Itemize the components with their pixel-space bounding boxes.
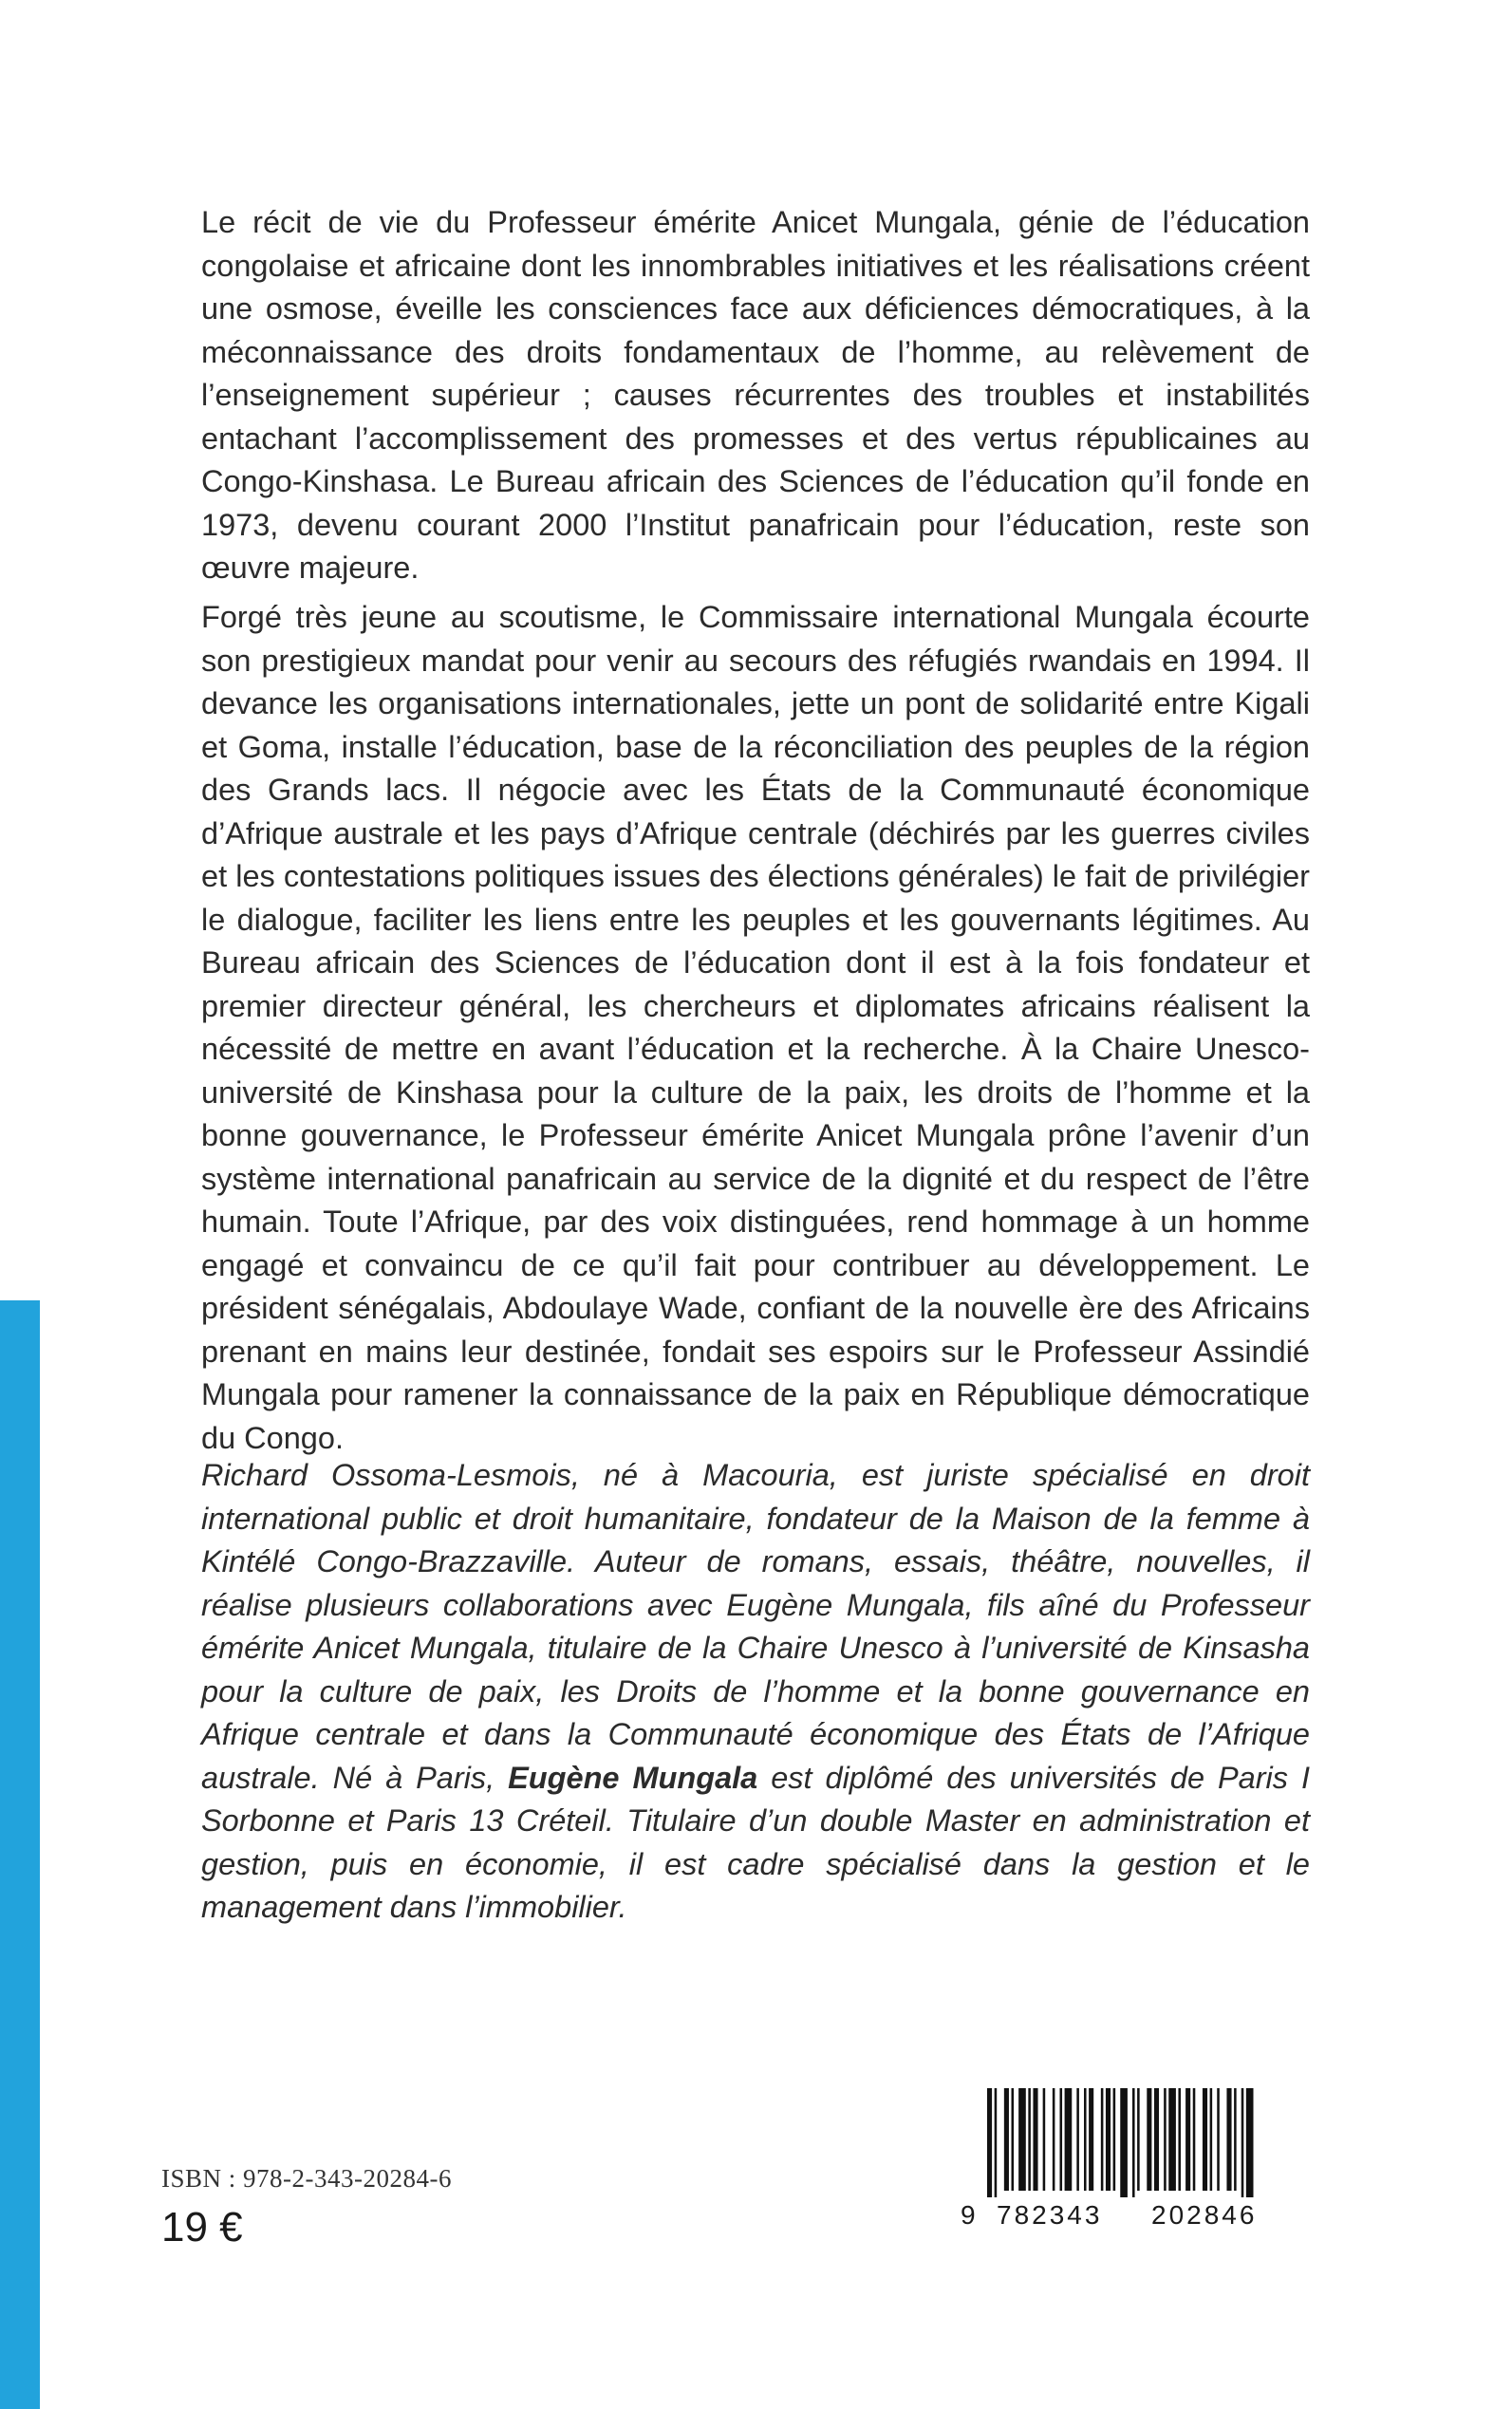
barcode-bar	[1120, 2088, 1128, 2197]
barcode-bar	[987, 2088, 992, 2197]
barcode-bar	[1185, 2088, 1190, 2191]
barcode-bar	[1004, 2088, 1009, 2191]
barcode-bar	[1246, 2088, 1254, 2197]
author-name-richard: Richard Ossoma-Lesmois,	[201, 1458, 580, 1492]
blurb-paragraph-2	[201, 596, 1310, 1460]
blurb-paragraph-1-text: Le récit de vie du Professeur émérite Anicet Mungala, génie de l’éducation congolaise et africaine dont les innombrables initiatives et les réalisations créent une osmose, éveille les consciences face aux déficiences démocratiques, à la méconnaissance des droits fondamentaux de l’homme, au relèvement de l’enseignement supérieur ; causes récurrentes des troubles et instabilités entachant l’accomplissement des promesses et des vertus républicaines au Congo-Kinshasa. Le Bureau africain des Sciences de l’éducation qu’il fonde en 1973, devenu courant 2000 l’Institut panafricain pour l’éducation, reste son œuvre majeure.	[201, 205, 1310, 585]
barcode-bar	[1018, 2088, 1026, 2191]
barcode-bar	[1012, 2088, 1015, 2191]
barcode-bar	[1043, 2088, 1046, 2191]
barcode-bar	[1084, 2088, 1087, 2191]
barcode-bar	[1241, 2088, 1244, 2197]
barcode-bar	[1089, 2088, 1093, 2191]
barcode-bar	[1101, 2088, 1104, 2191]
barcode-bar	[1154, 2088, 1159, 2191]
price: 19 €	[161, 2204, 243, 2250]
barcode-bar	[1234, 2088, 1237, 2191]
barcode-bar	[1076, 2088, 1079, 2191]
barcode-bar	[1028, 2088, 1031, 2191]
barcode-bar	[1193, 2088, 1196, 2191]
barcode-digits-right: 202846	[1151, 2200, 1258, 2230]
author-bio-part-2: est diplômé des universités de Paris I Sorbonne et Paris 13 Créteil. Titulaire d’un double Master en administration et gestion, puis en économie, il est cadre spécialisé dans la gestion et le management dans l’immobilier.	[201, 1760, 1310, 1924]
barcode-bar	[1203, 2088, 1207, 2191]
author-bio-part-1: né à Macouria, est juriste spécialisé en droit international public et droit humanitaire, fondateur de la Maison de la femme à Kintélé Congo-Brazzaville. Auteur de romans, essais, théâtre, nouvelles, il réalise plusieurs collaborations avec Eugène Mungala, fils aîné du Professeur émérite Anicet Mungala, titulaire de la Chaire Unesco à l’université de Kinsasha pour la culture de paix, les Droits de l’homme et la bonne gouvernance en Afrique centrale et dans la Communauté économique des États de l’Afrique australe. Né à Paris,	[201, 1458, 1310, 1795]
barcode-bar	[1113, 2088, 1116, 2191]
blurb-paragraph-1	[201, 201, 1310, 590]
barcode-bar	[1053, 2088, 1055, 2191]
barcode-bar	[1060, 2088, 1063, 2191]
blurb-paragraph-2-text: Forgé très jeune au scoutisme, le Commissaire international Mungala écourte son prestigieux mandat pour venir au secours des réfugiés rwandais en 1994. Il devance les organisations internationales, jette un pont de solidarité entre Kigali et Goma, installe l’éducation, base de la réconciliation des peuples de la région des Grands lacs. Il négocie avec les États de la Communauté économique d’Afrique australe et les pays d’Afrique centrale (déchirés par les guerres civiles et les contestations politiques issues des élections générales) le fait de privilégier le dialogue, faciliter les liens entre les peuples et les gouvernants légitimes. Au Bureau africain des Sciences de l’éducation dont il est à la fois fondateur et premier directeur général, les chercheurs et diplomates africains réalisent la nécessité de mettre en avant l’éducation et la recherche. À la Chaire Unesco-université de Kinshasa pour la culture de la paix, les droits de l’homme et la bonne gouvernance, le Professeur émérite Anicet Mungala prône l’avenir d’un système international panafricain au service de la dignité et du respect de l’être humain. Toute l’Afrique, par des voix distinguées, rend hommage à un homme engagé et convaincu de ce qu’il fait pour contribuer au développement. Le président sénégalais, Abdoulaye Wade, confiant de la nouvelle ère des Africains prenant en mains leur destinée, fondait ses espoirs sur le Professeur Assindié Mungala pour ramener la connaissance de la paix en République démocratique du Congo.	[201, 600, 1310, 1455]
barcode-bar	[995, 2088, 998, 2197]
cover-accent-band	[0, 1300, 40, 2409]
barcode-bars	[959, 2088, 1319, 2197]
isbn: ISBN : 978-2-343-20284-6	[161, 2164, 452, 2193]
barcode-bar	[1065, 2088, 1073, 2191]
author-biography-text	[201, 1454, 1310, 1930]
author-biography	[201, 1454, 1310, 1930]
barcode-digit-first: 9	[961, 2200, 979, 2230]
barcode-bar	[1132, 2088, 1135, 2197]
barcode-bar	[1164, 2088, 1167, 2191]
barcode-bar	[1217, 2088, 1220, 2191]
barcode-bar	[1033, 2088, 1037, 2191]
barcode-bar	[1178, 2088, 1181, 2191]
barcode-bar	[1106, 2088, 1111, 2191]
barcode-bar	[1137, 2088, 1140, 2191]
author-name-eugene: Eugène Mungala	[508, 1760, 758, 1795]
barcode-bar	[1168, 2088, 1176, 2191]
barcode-bar	[1147, 2088, 1151, 2191]
barcode-digits-left: 782343	[997, 2200, 1103, 2230]
barcode-bar	[1226, 2088, 1231, 2191]
barcode	[959, 2088, 1319, 2259]
barcode-bar	[1210, 2088, 1213, 2191]
